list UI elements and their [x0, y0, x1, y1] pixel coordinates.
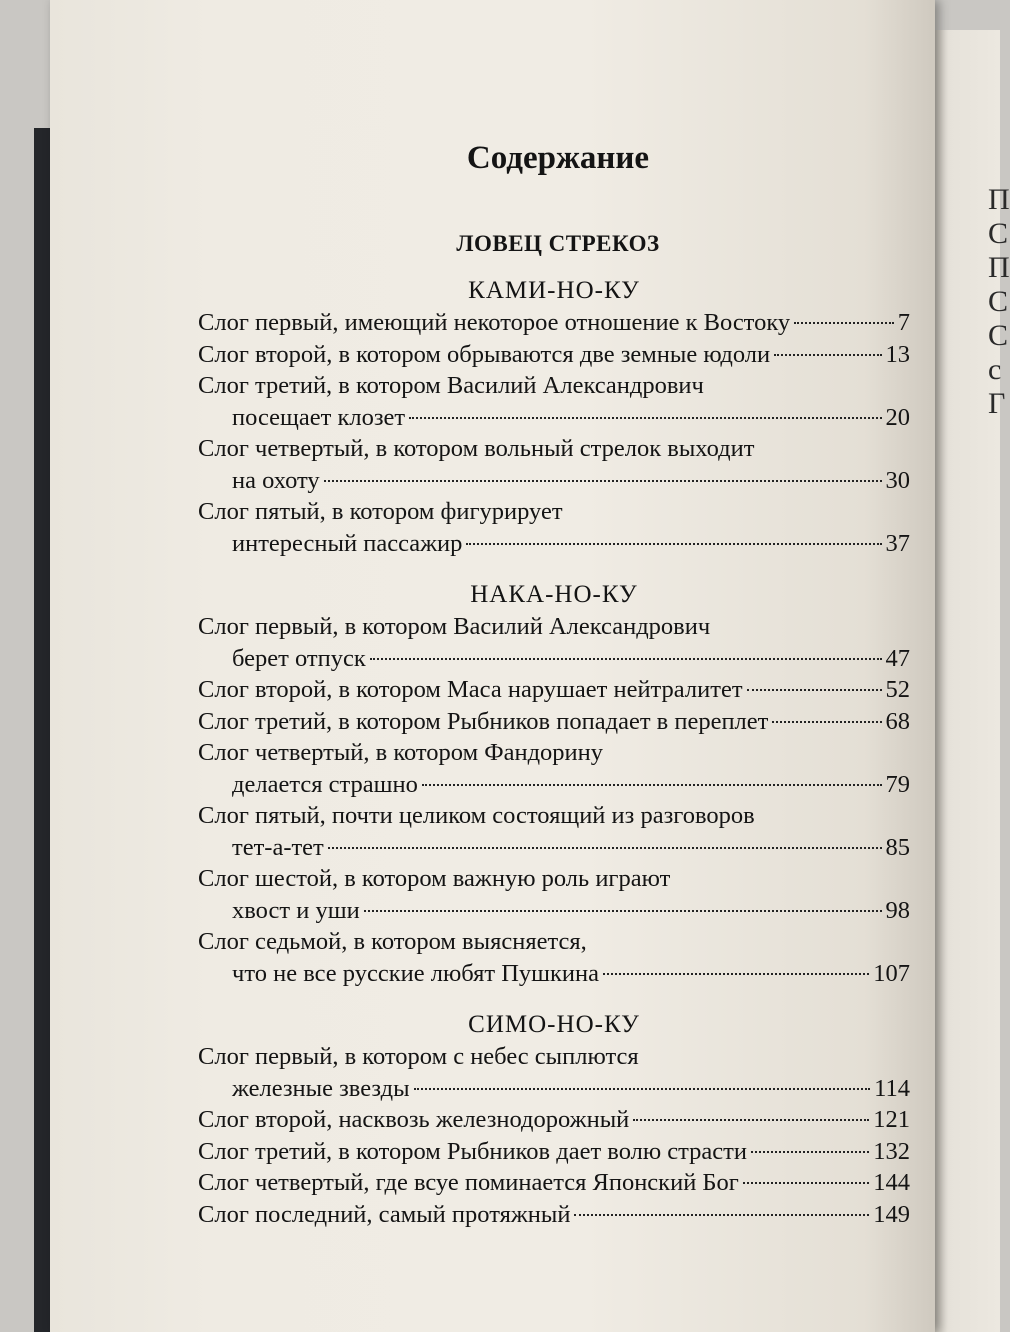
- toc-entry[interactable]: [198, 674, 910, 706]
- page-number: 37: [885, 529, 910, 557]
- adjacent-page-fragment: С: [988, 285, 1009, 318]
- toc-entry-line: [198, 307, 910, 339]
- dot-leader: [633, 1119, 869, 1121]
- toc-entry-line: [198, 339, 910, 371]
- toc-entry-line: [198, 895, 910, 927]
- toc-entry-line: [198, 528, 910, 560]
- entry-title: Слог пятый, почти целиком состоящий из разговоров: [198, 802, 755, 829]
- dot-leader: [574, 1214, 869, 1216]
- dot-leader: [751, 1151, 869, 1153]
- page-number: 98: [885, 896, 910, 924]
- toc-entry-line: [198, 1104, 910, 1136]
- page-number: 13: [885, 340, 910, 368]
- toc-entry-line: [198, 643, 910, 675]
- toc-entry-line: [198, 1073, 910, 1105]
- toc-entry[interactable]: [198, 307, 910, 339]
- part-title: КАМИ-НО-КУ: [468, 277, 640, 304]
- entry-title: Слог второй, в котором обрываются две земные юдоли: [198, 340, 771, 368]
- toc-entry[interactable]: [198, 1104, 910, 1136]
- page-number: 47: [885, 644, 910, 672]
- entry-title: Слог третий, в котором Рыбников попадает в переплет: [198, 707, 769, 735]
- page-number: 30: [885, 466, 910, 494]
- page-number: 144: [873, 1169, 910, 1196]
- toc-entry[interactable]: [198, 800, 910, 863]
- dot-leader: [422, 784, 882, 786]
- toc-entry[interactable]: [198, 737, 910, 800]
- entry-title: Слог четвертый, где всуе поминается Японский Бог: [198, 1169, 739, 1196]
- toc-entry-line: [198, 611, 910, 643]
- toc-entry[interactable]: [198, 706, 910, 738]
- toc-entry-line: [198, 1041, 910, 1073]
- page-number: 7: [897, 309, 910, 336]
- toc-part: [198, 277, 910, 559]
- page-number: 52: [885, 676, 910, 703]
- adjacent-page-fragment: Г: [988, 387, 1006, 420]
- toc-entry[interactable]: [198, 339, 910, 371]
- page-number: 114: [874, 1074, 910, 1102]
- entry-title: интересный пассажир: [232, 529, 463, 557]
- entry-title: берет отпуск: [232, 644, 366, 672]
- page-number: 20: [885, 403, 910, 431]
- entry-title: Слог первый, в котором Василий Александрович: [198, 613, 711, 640]
- entry-title: на охоту: [232, 466, 320, 494]
- adjacent-page-fragment: П: [988, 183, 1010, 216]
- toc-entry-line: [198, 769, 910, 801]
- toc-entry[interactable]: [198, 611, 910, 674]
- entry-title: Слог четвертый, в котором вольный стрелок выходит: [198, 435, 755, 462]
- entry-title: железные звезды: [232, 1074, 410, 1102]
- adjacent-page: [930, 30, 1010, 1332]
- entry-title: хвост и уши: [232, 896, 360, 924]
- toc-entry-line: [198, 863, 910, 895]
- page-number: 107: [873, 959, 910, 987]
- toc-entry[interactable]: [198, 863, 910, 926]
- toc-entry[interactable]: [198, 1167, 910, 1199]
- dot-leader: [603, 973, 869, 975]
- dot-leader: [774, 354, 881, 356]
- toc-entry-line: [198, 402, 910, 434]
- page-number: 79: [885, 770, 910, 798]
- toc-entry[interactable]: [198, 1199, 910, 1231]
- toc-part: [198, 581, 910, 989]
- toc-entry-line: [198, 496, 910, 528]
- part-title: НАКА-НО-КУ: [470, 581, 638, 608]
- toc-entry-line: [198, 706, 910, 738]
- toc-entry-line: [198, 1199, 910, 1231]
- entry-title: делается страшно: [232, 770, 418, 798]
- toc-entry-line: [198, 674, 910, 706]
- book-page: [50, 0, 935, 1332]
- part-title: СИМО-НО-КУ: [468, 1011, 640, 1038]
- entry-title: Слог первый, в котором с небес сыплются: [198, 1043, 639, 1070]
- entry-title: Слог первый, имеющий некоторое отношение к Востоку: [198, 309, 791, 336]
- toc-entry[interactable]: [198, 926, 910, 989]
- toc-entry-line: [198, 370, 910, 402]
- entry-title: Слог третий, в котором Рыбников дает волю страсти: [198, 1137, 747, 1165]
- adjacent-page-fragment: с: [988, 353, 1002, 386]
- toc-entry[interactable]: [198, 1041, 910, 1104]
- entry-title: Слог второй, насквозь железнодорожный: [198, 1106, 630, 1133]
- dot-leader: [794, 322, 894, 324]
- dot-leader: [370, 658, 882, 660]
- toc-entry-line: [198, 926, 910, 958]
- entry-title: Слог четвертый, в котором Фандорину: [198, 739, 604, 766]
- entry-title: Слог третий, в котором Василий Александрович: [198, 372, 704, 399]
- toc-parts: [198, 277, 910, 1230]
- dot-leader: [772, 721, 881, 723]
- toc-entry[interactable]: [198, 1136, 910, 1168]
- toc-entry-line: [198, 1167, 910, 1199]
- toc-entry[interactable]: [198, 433, 910, 496]
- toc-entry-line: [198, 832, 910, 864]
- dot-leader: [364, 910, 882, 912]
- toc-entry-line: [198, 1136, 910, 1168]
- entry-title: тет-а-тет: [232, 833, 324, 861]
- page-title: Содержание: [466, 140, 650, 176]
- dot-leader: [328, 847, 882, 849]
- page-number: 68: [885, 707, 910, 735]
- page-number: 132: [873, 1137, 910, 1165]
- table-of-contents: [198, 140, 910, 1230]
- toc-entry-line: [198, 737, 910, 769]
- adjacent-page-fragment: С: [988, 319, 1009, 352]
- adjacent-page-fragment: П: [988, 251, 1010, 284]
- adjacent-page-fragment: С: [988, 217, 1009, 250]
- entry-title: Слог второй, в котором Маса нарушает нейтралитет: [198, 676, 743, 703]
- dot-leader: [747, 689, 882, 691]
- entry-title: Слог седьмой, в котором выясняется,: [198, 928, 587, 955]
- dot-leader: [409, 417, 881, 419]
- toc-entry-line: [198, 958, 910, 990]
- dot-leader: [324, 480, 882, 482]
- entry-title: что не все русские любят Пушкина: [232, 959, 600, 987]
- dot-leader: [466, 543, 881, 545]
- book-title: ЛОВЕЦ СТРЕКОЗ: [456, 231, 660, 256]
- entry-title: Слог шестой, в котором важную роль играют: [198, 865, 671, 892]
- page-number: 149: [873, 1200, 910, 1228]
- dot-leader: [414, 1088, 871, 1090]
- entry-title: Слог пятый, в котором фигурирует: [198, 498, 563, 525]
- toc-entry-line: [198, 800, 910, 832]
- entry-title: Слог последний, самый протяжный: [198, 1200, 571, 1228]
- dot-leader: [743, 1182, 869, 1184]
- page-number: 85: [885, 833, 910, 861]
- toc-part: [198, 1011, 910, 1230]
- page-number: 121: [873, 1106, 910, 1133]
- toc-entry[interactable]: [198, 370, 910, 433]
- entry-title: посещает клозет: [232, 403, 406, 431]
- toc-entry[interactable]: [198, 496, 910, 559]
- toc-entry-line: [198, 433, 910, 465]
- toc-entry-line: [198, 465, 910, 497]
